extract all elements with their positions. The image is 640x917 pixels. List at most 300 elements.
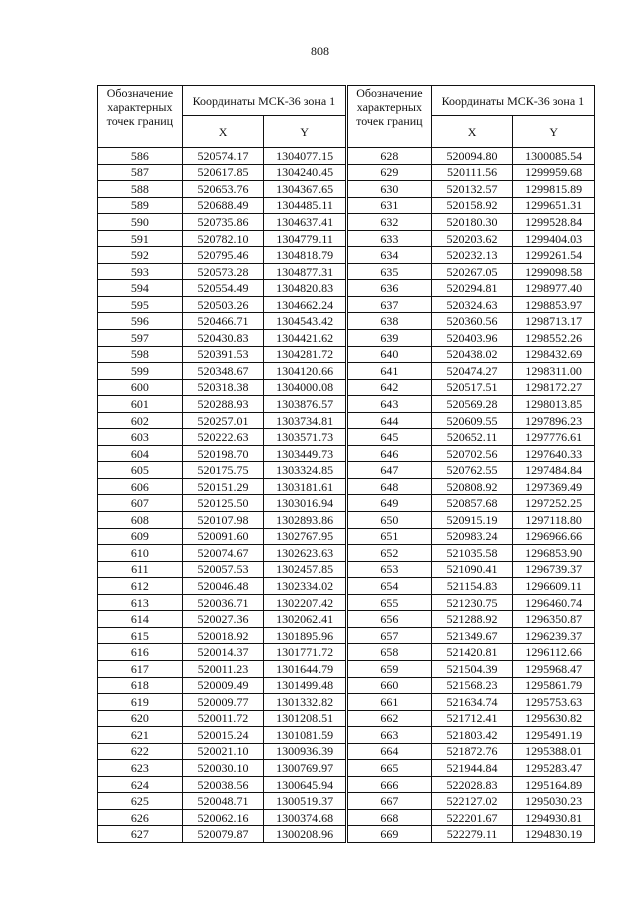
table-row <box>98 710 346 727</box>
x-header: X <box>431 116 513 148</box>
point-number-cell: 587 <box>98 164 183 181</box>
point-number-cell: 614 <box>98 611 183 628</box>
y-coordinate-cell: 1300769.97 <box>264 760 346 777</box>
x-coordinate-cell: 520057.53 <box>182 561 264 578</box>
x-coordinate-cell: 520609.55 <box>431 412 513 429</box>
point-number-cell: 634 <box>348 247 432 264</box>
x-coordinate-cell: 520175.75 <box>182 462 264 479</box>
x-coordinate-cell: 521504.39 <box>431 660 513 677</box>
table-row <box>98 793 346 810</box>
point-number-cell: 589 <box>98 197 183 214</box>
y-header: Y <box>264 116 346 148</box>
table-row <box>98 677 346 694</box>
point-number-cell: 637 <box>348 296 432 313</box>
y-coordinate-cell: 1303734.81 <box>264 412 346 429</box>
x-coordinate-cell: 520688.49 <box>182 197 264 214</box>
table-row <box>98 164 346 181</box>
x-coordinate-cell: 520018.92 <box>182 627 264 644</box>
table-row <box>348 561 595 578</box>
y-coordinate-cell: 1304485.11 <box>264 197 346 214</box>
table-row <box>98 743 346 760</box>
y-coordinate-cell: 1295630.82 <box>513 710 595 727</box>
x-coordinate-cell: 520569.28 <box>431 396 513 413</box>
x-coordinate-cell: 520762.55 <box>431 462 513 479</box>
point-number-cell: 652 <box>348 545 432 562</box>
point-number-cell: 648 <box>348 478 432 495</box>
table-row <box>348 644 595 661</box>
x-coordinate-cell: 520094.80 <box>431 148 513 165</box>
y-coordinate-cell: 1295491.19 <box>513 727 595 744</box>
y-coordinate-cell: 1302623.63 <box>264 545 346 562</box>
table-row <box>98 644 346 661</box>
table-row <box>348 495 595 512</box>
x-coordinate-cell: 520180.30 <box>431 214 513 231</box>
y-coordinate-cell: 1295164.89 <box>513 776 595 793</box>
y-coordinate-cell: 1300085.54 <box>513 148 595 165</box>
x-coordinate-cell: 520048.71 <box>182 793 264 810</box>
x-coordinate-cell: 520554.49 <box>182 280 264 297</box>
y-coordinate-cell: 1304421.62 <box>264 330 346 347</box>
point-number-cell: 647 <box>348 462 432 479</box>
point-number-cell: 639 <box>348 330 432 347</box>
table-row <box>98 148 346 165</box>
point-number-cell: 659 <box>348 660 432 677</box>
y-coordinate-cell: 1300208.96 <box>264 826 346 843</box>
table-row <box>98 379 346 396</box>
point-number-cell: 601 <box>98 396 183 413</box>
point-number-cell: 593 <box>98 263 183 280</box>
table-row <box>98 528 346 545</box>
table-row <box>348 148 595 165</box>
y-coordinate-cell: 1304779.11 <box>264 230 346 247</box>
table-row <box>348 412 595 429</box>
y-coordinate-cell: 1301771.72 <box>264 644 346 661</box>
table-row <box>98 296 346 313</box>
table-row <box>98 760 346 777</box>
y-coordinate-cell: 1300374.68 <box>264 809 346 826</box>
y-coordinate-cell: 1304281.72 <box>264 346 346 363</box>
y-coordinate-cell: 1299815.89 <box>513 181 595 198</box>
point-number-cell: 605 <box>98 462 183 479</box>
point-designation-header: Обозначение характерных точек границ <box>98 86 183 148</box>
y-coordinate-cell: 1303876.57 <box>264 396 346 413</box>
y-coordinate-cell: 1294830.19 <box>513 826 595 843</box>
y-coordinate-cell: 1297896.23 <box>513 412 595 429</box>
x-coordinate-cell: 521712.41 <box>431 710 513 727</box>
point-number-cell: 630 <box>348 181 432 198</box>
table-row <box>348 677 595 694</box>
table-row <box>348 594 595 611</box>
point-number-cell: 656 <box>348 611 432 628</box>
y-coordinate-cell: 1304543.42 <box>264 313 346 330</box>
point-number-cell: 660 <box>348 677 432 694</box>
y-coordinate-cell: 1296853.90 <box>513 545 595 562</box>
point-number-cell: 603 <box>98 429 183 446</box>
point-number-cell: 629 <box>348 164 432 181</box>
point-number-cell: 606 <box>98 478 183 495</box>
x-coordinate-cell: 520046.48 <box>182 578 264 595</box>
y-coordinate-cell: 1299404.03 <box>513 230 595 247</box>
y-coordinate-cell: 1303181.61 <box>264 478 346 495</box>
x-coordinate-cell: 520107.98 <box>182 512 264 529</box>
point-number-cell: 636 <box>348 280 432 297</box>
y-coordinate-cell: 1298172.27 <box>513 379 595 396</box>
point-number-cell: 669 <box>348 826 432 843</box>
point-number-cell: 588 <box>98 181 183 198</box>
x-coordinate-cell: 521154.83 <box>431 578 513 595</box>
table-row <box>348 379 595 396</box>
y-coordinate-cell: 1303449.73 <box>264 445 346 462</box>
x-coordinate-cell: 520011.23 <box>182 660 264 677</box>
table-row <box>98 495 346 512</box>
coordinates-table-right <box>347 85 595 843</box>
x-coordinate-cell: 520091.60 <box>182 528 264 545</box>
y-coordinate-cell: 1302334.02 <box>264 578 346 595</box>
y-coordinate-cell: 1299528.84 <box>513 214 595 231</box>
point-number-cell: 668 <box>348 809 432 826</box>
x-coordinate-cell: 520021.10 <box>182 743 264 760</box>
y-coordinate-cell: 1296966.66 <box>513 528 595 545</box>
x-coordinate-cell: 520198.70 <box>182 445 264 462</box>
y-coordinate-cell: 1297776.61 <box>513 429 595 446</box>
coordinates-header: Координаты МСК-36 зона 1 <box>182 86 345 116</box>
y-coordinate-cell: 1296460.74 <box>513 594 595 611</box>
table-row <box>348 478 595 495</box>
point-number-cell: 666 <box>348 776 432 793</box>
point-number-cell: 616 <box>98 644 183 661</box>
x-coordinate-cell: 520062.16 <box>182 809 264 826</box>
table-row <box>98 330 346 347</box>
x-coordinate-cell: 521035.58 <box>431 545 513 562</box>
y-coordinate-cell: 1304818.79 <box>264 247 346 264</box>
y-coordinate-cell: 1296609.11 <box>513 578 595 595</box>
table-row <box>348 313 595 330</box>
y-header: Y <box>513 116 595 148</box>
y-coordinate-cell: 1301332.82 <box>264 694 346 711</box>
point-number-cell: 651 <box>348 528 432 545</box>
table-row <box>98 578 346 595</box>
x-coordinate-cell: 520009.77 <box>182 694 264 711</box>
table-row <box>348 280 595 297</box>
table-row <box>98 627 346 644</box>
y-coordinate-cell: 1303016.94 <box>264 495 346 512</box>
point-number-cell: 598 <box>98 346 183 363</box>
x-coordinate-cell: 521349.67 <box>431 627 513 644</box>
point-number-cell: 638 <box>348 313 432 330</box>
y-coordinate-cell: 1294930.81 <box>513 809 595 826</box>
point-number-cell: 643 <box>348 396 432 413</box>
point-number-cell: 613 <box>98 594 183 611</box>
table-row <box>348 396 595 413</box>
y-coordinate-cell: 1298432.69 <box>513 346 595 363</box>
x-coordinate-cell: 520503.26 <box>182 296 264 313</box>
table-row <box>348 578 595 595</box>
y-coordinate-cell: 1301895.96 <box>264 627 346 644</box>
table-row <box>98 660 346 677</box>
point-number-cell: 608 <box>98 512 183 529</box>
y-coordinate-cell: 1299098.58 <box>513 263 595 280</box>
point-number-cell: 657 <box>348 627 432 644</box>
table-row <box>98 462 346 479</box>
table-row <box>348 776 595 793</box>
point-number-cell: 602 <box>98 412 183 429</box>
y-coordinate-cell: 1302457.85 <box>264 561 346 578</box>
table-row <box>348 330 595 347</box>
y-coordinate-cell: 1296739.37 <box>513 561 595 578</box>
x-coordinate-cell: 520074.67 <box>182 545 264 562</box>
x-coordinate-cell: 520574.17 <box>182 148 264 165</box>
y-coordinate-cell: 1304240.45 <box>264 164 346 181</box>
table-row <box>98 346 346 363</box>
point-number-cell: 653 <box>348 561 432 578</box>
y-coordinate-cell: 1302062.41 <box>264 611 346 628</box>
table-row <box>348 296 595 313</box>
table-row <box>98 363 346 380</box>
table-row <box>98 809 346 826</box>
x-coordinate-cell: 521230.75 <box>431 594 513 611</box>
table-row <box>98 694 346 711</box>
y-coordinate-cell: 1297369.49 <box>513 478 595 495</box>
x-coordinate-cell: 520702.56 <box>431 445 513 462</box>
table-row <box>348 660 595 677</box>
table-row <box>348 793 595 810</box>
y-coordinate-cell: 1304077.15 <box>264 148 346 165</box>
table-row <box>98 214 346 231</box>
table-row <box>348 727 595 744</box>
table-row <box>348 710 595 727</box>
x-coordinate-cell: 520653.76 <box>182 181 264 198</box>
point-number-cell: 658 <box>348 644 432 661</box>
point-number-cell: 623 <box>98 760 183 777</box>
table-row <box>98 512 346 529</box>
y-coordinate-cell: 1304820.83 <box>264 280 346 297</box>
table-row <box>98 313 346 330</box>
page-number: 808 <box>311 44 329 58</box>
y-coordinate-cell: 1298552.26 <box>513 330 595 347</box>
y-coordinate-cell: 1295753.63 <box>513 694 595 711</box>
y-coordinate-cell: 1302767.95 <box>264 528 346 545</box>
point-number-cell: 626 <box>98 809 183 826</box>
point-number-cell: 661 <box>348 694 432 711</box>
x-coordinate-cell: 520158.92 <box>431 197 513 214</box>
table-row <box>348 214 595 231</box>
point-number-cell: 590 <box>98 214 183 231</box>
point-number-cell: 621 <box>98 727 183 744</box>
table-row <box>98 181 346 198</box>
point-number-cell: 640 <box>348 346 432 363</box>
y-coordinate-cell: 1301499.48 <box>264 677 346 694</box>
point-number-cell: 615 <box>98 627 183 644</box>
x-coordinate-cell: 520617.85 <box>182 164 264 181</box>
y-coordinate-cell: 1304000.08 <box>264 379 346 396</box>
point-number-cell: 663 <box>348 727 432 744</box>
x-coordinate-cell: 521803.42 <box>431 727 513 744</box>
x-coordinate-cell: 520474.27 <box>431 363 513 380</box>
point-number-cell: 645 <box>348 429 432 446</box>
point-number-cell: 646 <box>348 445 432 462</box>
y-coordinate-cell: 1300519.37 <box>264 793 346 810</box>
y-coordinate-cell: 1297118.80 <box>513 512 595 529</box>
x-coordinate-cell: 520983.24 <box>431 528 513 545</box>
point-number-cell: 609 <box>98 528 183 545</box>
point-number-cell: 610 <box>98 545 183 562</box>
y-coordinate-cell: 1299959.68 <box>513 164 595 181</box>
y-coordinate-cell: 1298311.00 <box>513 363 595 380</box>
point-number-cell: 633 <box>348 230 432 247</box>
table-row <box>348 263 595 280</box>
table-row <box>98 445 346 462</box>
y-coordinate-cell: 1299261.54 <box>513 247 595 264</box>
table-row <box>348 164 595 181</box>
point-number-cell: 599 <box>98 363 183 380</box>
point-number-cell: 627 <box>98 826 183 843</box>
y-coordinate-cell: 1304877.31 <box>264 263 346 280</box>
y-coordinate-cell: 1298977.40 <box>513 280 595 297</box>
point-number-cell: 622 <box>98 743 183 760</box>
y-coordinate-cell: 1299651.31 <box>513 197 595 214</box>
coordinates-header: Координаты МСК-36 зона 1 <box>431 86 594 116</box>
x-coordinate-cell: 520430.83 <box>182 330 264 347</box>
table-row <box>348 826 595 843</box>
point-number-cell: 596 <box>98 313 183 330</box>
point-number-cell: 624 <box>98 776 183 793</box>
point-number-cell: 595 <box>98 296 183 313</box>
y-coordinate-cell: 1295861.79 <box>513 677 595 694</box>
y-coordinate-cell: 1297484.84 <box>513 462 595 479</box>
y-coordinate-cell: 1298013.85 <box>513 396 595 413</box>
point-number-cell: 641 <box>348 363 432 380</box>
y-coordinate-cell: 1295283.47 <box>513 760 595 777</box>
point-number-cell: 642 <box>348 379 432 396</box>
x-coordinate-cell: 520517.51 <box>431 379 513 396</box>
table-row <box>348 346 595 363</box>
table-row <box>98 247 346 264</box>
point-number-cell: 612 <box>98 578 183 595</box>
y-coordinate-cell: 1298853.97 <box>513 296 595 313</box>
x-coordinate-cell: 520132.57 <box>431 181 513 198</box>
x-coordinate-cell: 520009.49 <box>182 677 264 694</box>
point-designation-header: Обозначение характерных точек границ <box>348 86 432 148</box>
table-row <box>98 396 346 413</box>
x-coordinate-cell: 520735.86 <box>182 214 264 231</box>
y-coordinate-cell: 1302207.42 <box>264 594 346 611</box>
table-row <box>348 445 595 462</box>
table-row <box>98 826 346 843</box>
x-coordinate-cell: 520222.63 <box>182 429 264 446</box>
point-number-cell: 618 <box>98 677 183 694</box>
x-coordinate-cell: 520014.37 <box>182 644 264 661</box>
x-coordinate-cell: 521634.74 <box>431 694 513 711</box>
y-coordinate-cell: 1295968.47 <box>513 660 595 677</box>
point-number-cell: 654 <box>348 578 432 595</box>
x-coordinate-cell: 520391.53 <box>182 346 264 363</box>
y-coordinate-cell: 1295030.23 <box>513 793 595 810</box>
point-number-cell: 628 <box>348 148 432 165</box>
table-row <box>348 809 595 826</box>
table-row <box>98 561 346 578</box>
table-row <box>98 263 346 280</box>
table-row <box>98 412 346 429</box>
x-coordinate-cell: 520011.72 <box>182 710 264 727</box>
point-number-cell: 665 <box>348 760 432 777</box>
x-coordinate-cell: 520125.50 <box>182 495 264 512</box>
x-coordinate-cell: 520466.71 <box>182 313 264 330</box>
table-row <box>348 528 595 545</box>
x-coordinate-cell: 520015.24 <box>182 727 264 744</box>
x-coordinate-cell: 520151.29 <box>182 478 264 495</box>
table-row <box>98 280 346 297</box>
point-number-cell: 597 <box>98 330 183 347</box>
y-coordinate-cell: 1300936.39 <box>264 743 346 760</box>
y-coordinate-cell: 1295388.01 <box>513 743 595 760</box>
x-coordinate-cell: 520857.68 <box>431 495 513 512</box>
x-coordinate-cell: 520027.36 <box>182 611 264 628</box>
table-row <box>348 611 595 628</box>
x-header: X <box>182 116 264 148</box>
x-coordinate-cell: 520232.13 <box>431 247 513 264</box>
x-coordinate-cell: 520438.02 <box>431 346 513 363</box>
point-number-cell: 649 <box>348 495 432 512</box>
table-row <box>98 429 346 446</box>
y-coordinate-cell: 1300645.94 <box>264 776 346 793</box>
point-number-cell: 662 <box>348 710 432 727</box>
x-coordinate-cell: 520348.67 <box>182 363 264 380</box>
point-number-cell: 667 <box>348 793 432 810</box>
x-coordinate-cell: 522127.02 <box>431 793 513 810</box>
y-coordinate-cell: 1303571.73 <box>264 429 346 446</box>
table-row <box>98 197 346 214</box>
x-coordinate-cell: 520030.10 <box>182 760 264 777</box>
y-coordinate-cell: 1296239.37 <box>513 627 595 644</box>
y-coordinate-cell: 1304367.65 <box>264 181 346 198</box>
x-coordinate-cell: 520318.38 <box>182 379 264 396</box>
x-coordinate-cell: 520652.11 <box>431 429 513 446</box>
x-coordinate-cell: 521944.84 <box>431 760 513 777</box>
table-row <box>98 727 346 744</box>
y-coordinate-cell: 1301081.59 <box>264 727 346 744</box>
x-coordinate-cell: 521568.23 <box>431 677 513 694</box>
x-coordinate-cell: 522201.67 <box>431 809 513 826</box>
x-coordinate-cell: 522279.11 <box>431 826 513 843</box>
table-row <box>348 247 595 264</box>
x-coordinate-cell: 520294.81 <box>431 280 513 297</box>
point-number-cell: 655 <box>348 594 432 611</box>
x-coordinate-cell: 520360.56 <box>431 313 513 330</box>
y-coordinate-cell: 1297640.33 <box>513 445 595 462</box>
x-coordinate-cell: 521288.92 <box>431 611 513 628</box>
x-coordinate-cell: 522028.83 <box>431 776 513 793</box>
x-coordinate-cell: 520573.28 <box>182 263 264 280</box>
y-coordinate-cell: 1301644.79 <box>264 660 346 677</box>
point-number-cell: 611 <box>98 561 183 578</box>
table-row <box>348 743 595 760</box>
point-number-cell: 594 <box>98 280 183 297</box>
point-number-cell: 617 <box>98 660 183 677</box>
table-row <box>348 512 595 529</box>
y-coordinate-cell: 1302893.86 <box>264 512 346 529</box>
point-number-cell: 635 <box>348 263 432 280</box>
y-coordinate-cell: 1304662.24 <box>264 296 346 313</box>
point-number-cell: 619 <box>98 694 183 711</box>
table-row <box>98 478 346 495</box>
table-row <box>348 462 595 479</box>
y-coordinate-cell: 1304120.66 <box>264 363 346 380</box>
point-number-cell: 632 <box>348 214 432 231</box>
point-number-cell: 591 <box>98 230 183 247</box>
table-row <box>98 776 346 793</box>
x-coordinate-cell: 520036.71 <box>182 594 264 611</box>
table-row <box>348 627 595 644</box>
